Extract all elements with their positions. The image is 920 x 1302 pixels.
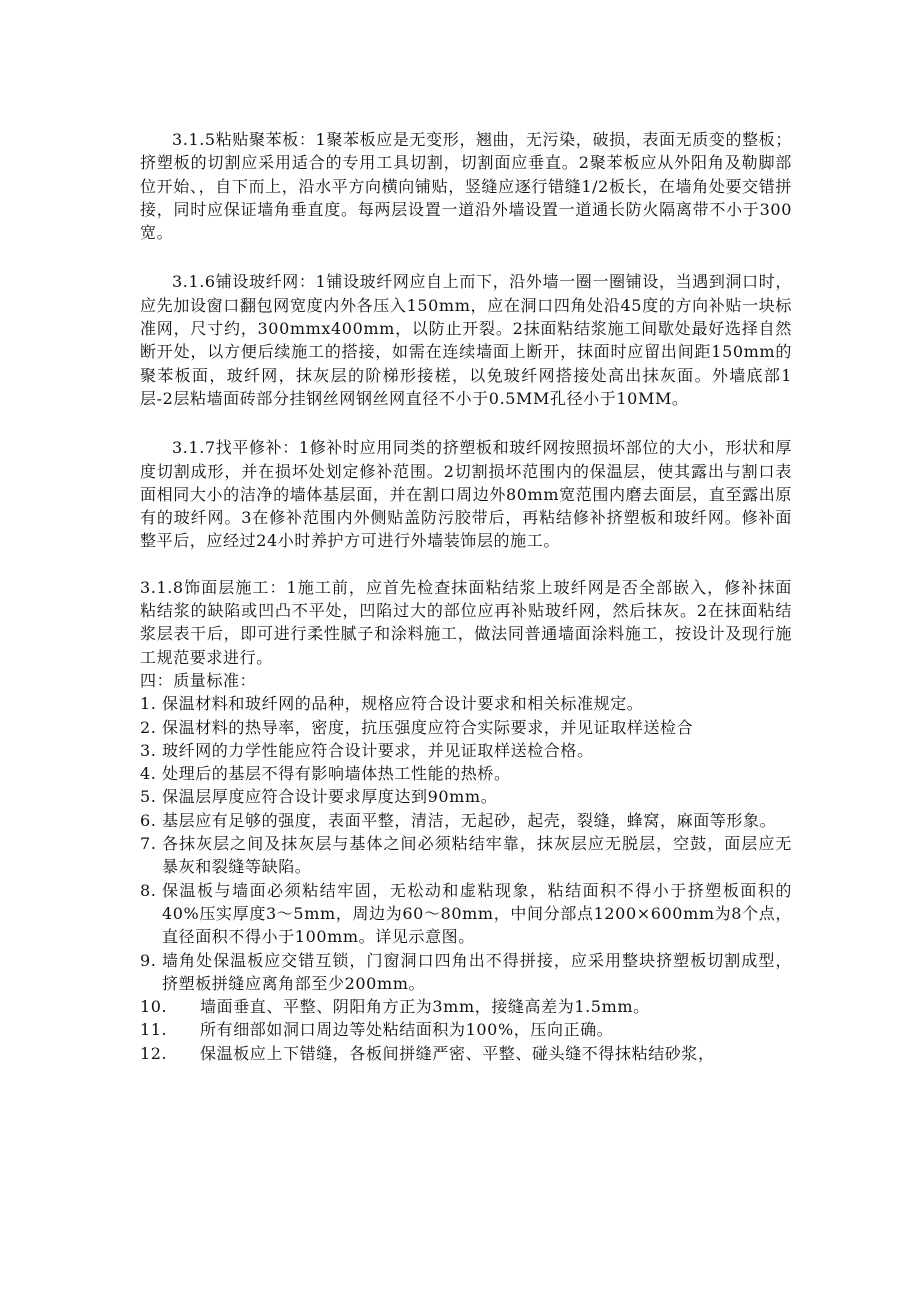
item-number: 4. [140,764,157,784]
list-item [140,716,792,739]
item-text: 所有细部如洞口周边等处粘结面积为100%，压向正确。 [200,1020,614,1040]
item-number: 10. [140,997,168,1017]
section-3-1-5: 3.1.5粘贴聚苯板：1聚苯板应是无变形，翘曲，无污染，破损，表面无质变的整板；挤塑板的切割应采用适合的专用工具切割，切割面应垂直。2聚苯板应从外阳角及勒脚部位开始、，自下而上，沿水平方向横向铺贴，竖缝应逐行错缝1/2板长，在墙角处要交错拼接，同时应保证墙角垂直度。每两层设置一道沿外墙设置一道通长防火隔离带不小于300宽。 [140,130,792,243]
item-text: 保温板应上下错缝，各板间拼缝严密、平整、碰头缝不得抹粘结砂浆， [200,1043,715,1063]
list-item [140,762,792,785]
list-item [140,739,792,762]
list-item [140,809,792,832]
item-number: 2. [140,717,157,737]
item-number: 11. [140,1020,168,1040]
document-page [140,128,792,1065]
item-number: 8. [140,880,157,900]
item-number: 7. [140,834,157,854]
item-text: 保温层厚度应符合设计要求厚度达到90mm。 [162,787,498,807]
item-number: 1. [140,694,157,714]
item-text: 墙角处保温板应交错互锁，门窗洞口四角出不得拼接，应采用整块挤塑板切割成型，挤塑板拼缝应离角部至少200mm。 [162,950,792,993]
item-text: 各抹灰层之间及抹灰层与基体之间必须粘结牢靠，抹灰层应无脱层，空鼓，面层应无暴灰和裂缝等缺陷。 [162,834,792,877]
item-text: 基层应有足够的强度，表面平整，清洁，无起砂，起壳，裂缝，蜂窝，麻面等形象。 [162,810,777,830]
quality-heading: 四：质量标准： [140,670,257,690]
list-item [140,995,792,1018]
item-text: 保温材料和玻纤网的品种，规格应符合设计要求和相关标准规定。 [162,694,644,714]
section-3-1-8: 3.1.8饰面层施工：1施工前，应首先检查抹面粘结浆上玻纤网是否全部嵌入，修补抹面粘结浆的缺陷或凹凸不平处，凹陷过大的部位应再补贴玻纤网，然后抹灰。2在抹面粘结浆层表干后，即可进行柔性腻子和涂料施工，做法同普通墙面涂料施工，按设计及现行施工规范要求进行。 [140,577,792,667]
item-text: 保温材料的热导率，密度，抗压强度应符合实际要求，并见证取样送检合 [162,717,694,737]
quality-list [140,692,792,1065]
item-number: 12. [140,1043,168,1063]
list-item [140,949,792,996]
item-text: 保温板与墙面必须粘结牢固，无松动和虚粘现象，粘结面积不得小于挤塑板面积的40%压实厚度3～5mm，周边为60～80mm，中间分部点1200×600mm为8个点，直径面积不得小于100mm。详见示意图。 [162,880,792,947]
list-item [140,879,792,949]
list-item [140,832,792,879]
item-number: 5. [140,787,157,807]
item-number: 9. [140,950,157,970]
list-item [140,692,792,715]
item-number: 3. [140,740,157,760]
item-text: 墙面垂直、平整、阴阳角方正为3mm，接缝高差为1.5mm。 [200,997,650,1017]
list-item [140,1042,792,1065]
list-item [140,1018,792,1041]
item-text: 处理后的基层不得有影响墙体热工性能的热桥。 [162,764,511,784]
item-text: 玻纤网的力学性能应符合设计要求，并见证取样送检合格。 [162,740,594,760]
list-item [140,785,792,808]
section-3-1-6: 3.1.6铺设玻纤网：1铺设玻纤网应自上而下，沿外墙一圈一圈铺设，当遇到洞口时，应先加设窗口翻包网宽度内外各压入150mm，应在洞口四角处沿45度的方向补贴一块标准网，尺寸约，300mmx400mm，以防止开裂。2抹面粘结浆施工间歇处最好选择自然断开处，以方便后续施工的搭接，如需在连续墙面上断开，抹面时应留出间距150mm的聚苯板面，玻纤网，抹灰层的阶梯形接槎，以免玻纤网搭接处高出抹灰面。外墙底部1层-2层粘墙面砖部分挂钢丝网钢丝网直径不小于0.5MM孔径小于10MM。 [140,272,792,408]
item-number: 6. [140,810,157,830]
section-3-1-7: 3.1.7找平修补：1修补时应用同类的挤塑板和玻纤网按照损坏部位的大小，形状和厚度切割成形，并在损坏处划定修补范围。2切割损坏范围内的保温层，使其露出与割口表面相同大小的洁净的墙体基层面，并在割口周边外80mm宽范围内磨去面层，直至露出原有的玻纤网。3在修补范围内外侧贴盖防污胶带后，再粘结修补挤塑板和玻纤网。修补面整平后，应经过24小时养护方可进行外墙装饰层的施工。 [140,438,792,551]
